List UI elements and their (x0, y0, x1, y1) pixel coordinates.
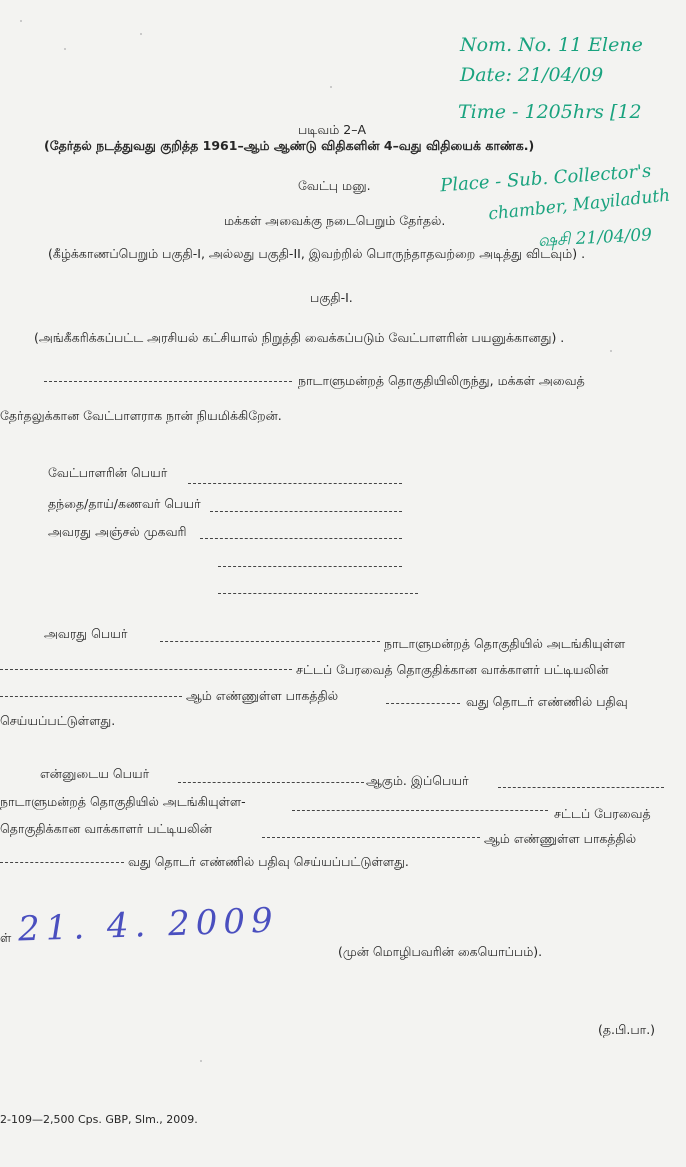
scan-speck (64, 48, 66, 50)
handwritten-nom-no: Nom. No. 11 Elene (460, 34, 643, 56)
address-blank-3 (218, 593, 418, 594)
handwritten-place-detail: chamber, Mayiladuth (487, 185, 672, 225)
nomination-line-1: நாடாளுமன்றத் தொகுதியிலிருந்து, மக்கள் அவைத் (298, 373, 585, 388)
address-blank-1 (200, 538, 402, 539)
nomination-line-2: தேர்தலுக்கான வேட்பாளராக நான் நியமிக்கிறேன். (0, 408, 282, 423)
handwritten-place: Place - Sub. Collector's (439, 160, 652, 197)
proposer-signature-caption: (முன் மொழிபவரின் கையொப்பம்). (338, 944, 543, 959)
part-heading: பகுதி-I. (310, 290, 353, 305)
enrollment-line-4: செய்யப்பட்டுள்ளது. (0, 713, 116, 728)
proposer-blank-1b (498, 787, 664, 788)
print-info: 2-109—2,500 Cps. GBP, Slm., 2009. (0, 1113, 198, 1126)
enrollment-line-2: சட்டப் பேரவைத் தொகுதிக்கான வாக்காளர் பட்டியலின் (296, 662, 609, 677)
scan-speck (140, 33, 142, 35)
proposer-line-3: தொகுதிக்கான வாக்காளர் பட்டியலின் (0, 821, 212, 836)
handwritten-date: Date: 21/04/09 (460, 64, 604, 86)
scan-speck (200, 1060, 202, 1062)
part-note: (அங்கீகரிக்கப்பட்ட அரசியல் கட்சியால் நிறுத்தி வைக்கப்படும் வேட்பாளரின் பயனுக்கானது) . (34, 330, 565, 345)
please-turn-over: (த.பி.பா.) (598, 1022, 656, 1037)
form-subtitle: மக்கள் அவைக்கு நடைபெறும் தேர்தல். (224, 213, 446, 228)
enrollment-label: அவரது பெயர் (44, 626, 128, 641)
proposer-blank-3 (262, 837, 480, 838)
candidate-name-label: வேட்பாளரின் பெயர் (48, 465, 168, 480)
enrollment-blank-4 (386, 703, 460, 704)
proposer-line-4: வது தொடர் எண்ணில் பதிவு செய்யப்பட்டுள்ளது. (128, 854, 409, 869)
address-blank-2 (218, 566, 402, 567)
parent-name-blank (210, 511, 402, 512)
proposer-line-2: நாடாளுமன்றத் தொகுதியில் அடங்கியுள்ள- (0, 794, 246, 809)
strike-instruction: (கீழ்க்காணப்பெறும் பகுதி-I, அல்லது பகுதி-II, இவற்றில் பொருந்தாதவற்றை அடித்து விடவும்) . (48, 246, 586, 261)
enrollment-blank-3 (0, 696, 182, 697)
proposer-line-1: ஆகும். இப்பெயர் (366, 773, 469, 788)
proposer-line-2-tail: சட்டப் பேரவைத் (554, 806, 651, 821)
candidate-name-blank (188, 483, 402, 484)
parent-name-label: தந்தை/தாய்/கணவர் பெயர் (48, 496, 201, 511)
form-number: படிவம் 2–A (298, 122, 366, 137)
scan-speck (330, 86, 332, 88)
rule-reference: (தேர்தல் நடத்துவது குறித்த 1961–ஆம் ஆண்டு விதிகளின் 4–வது விதியைக் காண்க.) (44, 138, 535, 153)
address-label: அவரது அஞ்சல் முகவரி (48, 524, 187, 539)
constituency-blank (44, 381, 292, 382)
handwritten-time: Time - 1205hrs [12 (458, 101, 642, 123)
enrollment-serial: வது தொடர் எண்ணில் பதிவு (466, 694, 628, 709)
proposer-name-blank (178, 782, 364, 783)
scan-speck (610, 350, 612, 352)
proposer-name-label: என்னுடைய பெயர் (40, 766, 150, 781)
proposer-blank-2 (292, 810, 548, 811)
enrollment-line-1: நாடாளுமன்றத் தொகுதியில் அடங்கியுள்ள (384, 636, 626, 651)
enrollment-blank-1 (160, 641, 380, 642)
handwritten-initials: ஷசி 21/04/09 (537, 225, 653, 251)
enrollment-blank-2 (0, 669, 292, 670)
form-title: வேட்பு மனு. (298, 178, 371, 193)
enrollment-part: ஆம் எண்ணுள்ள பாகத்தில் (186, 688, 339, 703)
proposer-line-3-tail: ஆம் எண்ணுள்ள பாகத்தில் (484, 831, 637, 846)
handwritten-sign-date: 21. 4. 2009 (17, 900, 280, 950)
proposer-blank-4 (0, 862, 124, 863)
date-prefix: ள் (0, 930, 12, 945)
scan-speck (20, 20, 22, 22)
